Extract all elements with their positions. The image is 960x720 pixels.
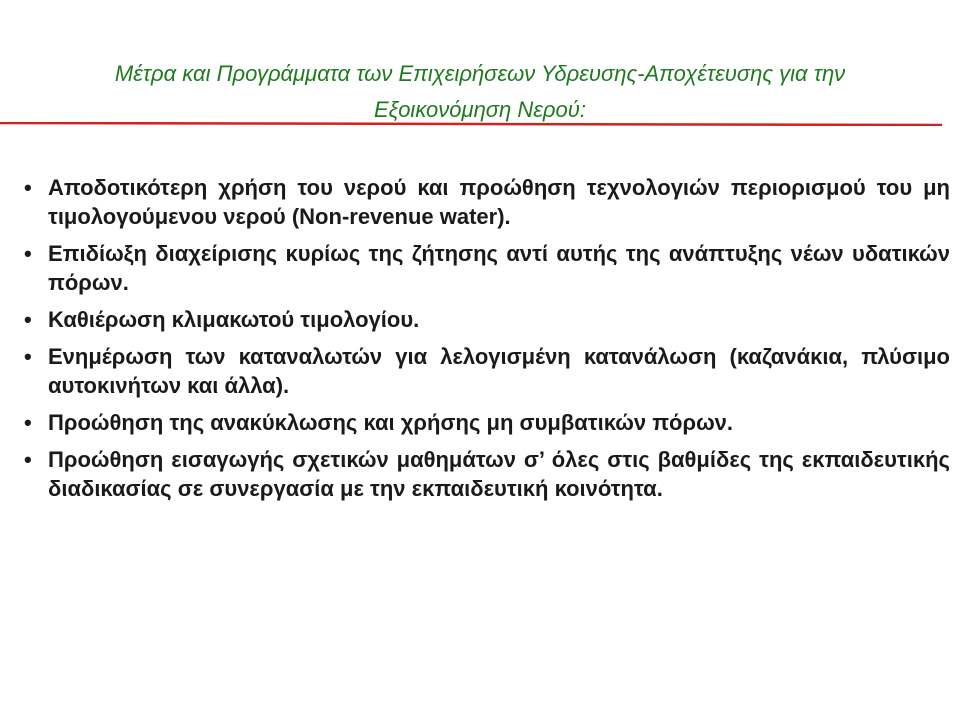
bullet-text: Προώθηση εισαγωγής σχετικών μαθημάτων σ’ όλες στις βαθμίδες της εκπαιδευτικής διαδικασίας σε συνεργασία με την εκπαιδευτική κοινότητα. [48,447,950,501]
bullet-dot-icon: • [24,307,32,332]
bullet-text: Καθιέρωση κλιμακωτού τιμολογίου. [48,307,420,332]
slide-title [0,56,960,128]
bullet-text: Ενημέρωση των καταναλωτών για λελογισμένη κατανάλωση (καζανάκια, πλύσιμο αυτοκινήτων και άλλα). [48,344,950,398]
bullet-dot-icon: • [24,447,32,472]
bullet-item [24,239,950,297]
bullet-dot-icon: • [24,344,32,369]
bullet-dot-icon: • [24,410,32,435]
bullet-dot-icon: • [24,175,32,200]
bullet-item [24,342,950,400]
bullet-text: Επιδίωξη διαχείρισης κυρίως της ζήτησης αντί αυτής της ανάπτυξης νέων υδατικών πόρων. [48,241,950,295]
bullet-text: Προώθηση της ανακύκλωσης και χρήσης μη συμβατικών πόρων. [48,410,734,435]
bullet-list [24,173,950,511]
bullet-item [24,408,950,437]
bullet-item [24,445,950,503]
bullet-dot-icon: • [24,241,32,266]
slide-title-line-2: Εξοικονόμηση Νερού: [374,97,586,122]
slide-title-line-1: Μέτρα και Προγράμματα των Επιχειρήσεων Υδρευσης-Αποχέτευσης για την [114,61,846,86]
bullet-text: Αποδοτικότερη χρήση του νερού και προώθηση τεχνολογιών περιορισμού του μη τιμολογούμενου νερού (Non-revenue water). [48,175,950,229]
bullet-item [24,173,950,231]
bullet-item [24,305,950,334]
